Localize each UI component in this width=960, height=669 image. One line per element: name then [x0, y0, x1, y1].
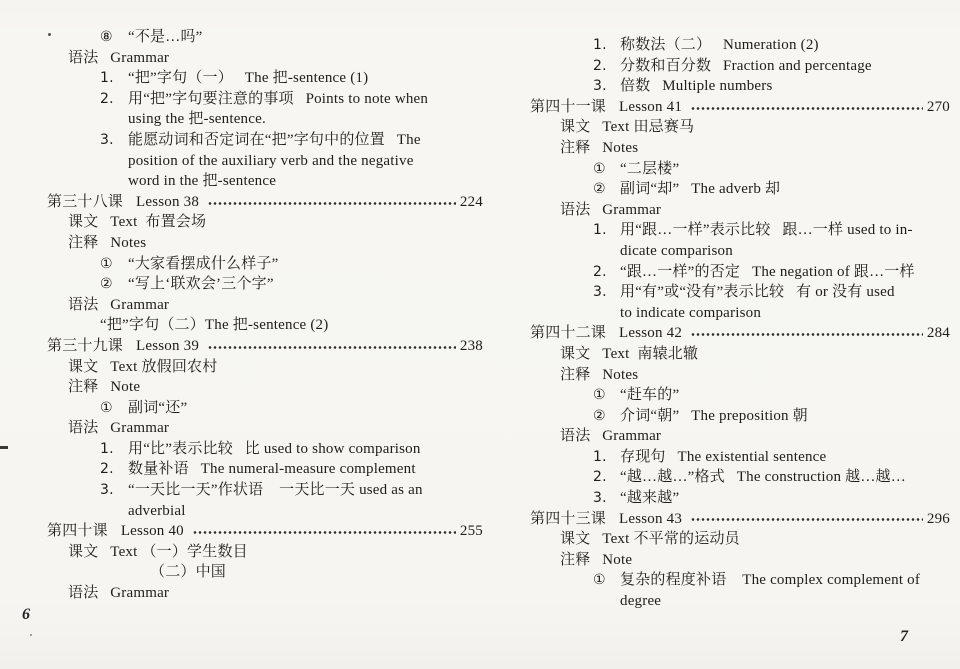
toc-numbered-item [530, 447, 950, 468]
toc-lesson-row [530, 97, 950, 118]
toc-continuation-line: word in the 把-sentence [128, 173, 277, 190]
lesson-page-number: 255 [459, 523, 483, 540]
toc-continuation-line: （二）中国 [150, 564, 227, 581]
toc-line-text: “赶车的” [620, 387, 680, 404]
toc-section-label: 语法 Grammar [68, 49, 170, 66]
toc-line-text: “大家看摆成什么样子” [128, 255, 279, 272]
item-marker: 3. [100, 482, 114, 499]
toc-lesson-row [530, 323, 950, 344]
toc-section-label: 课文 Text 布置会场 [68, 214, 207, 231]
dotted-leader [193, 530, 456, 535]
toc-line-text: “把”字句（一） The 把-sentence (1) [128, 70, 369, 87]
dotted-leader [208, 201, 456, 206]
toc-continuation-line: degree [620, 593, 662, 610]
toc-section-label: 注释 Note [560, 551, 633, 568]
toc-line-text: “越…越…”格式 The construction 越…越… [620, 469, 906, 486]
toc-section-label: 注释 Notes [68, 234, 147, 251]
toc-section-label: 课文 Text 不平常的运动员 [560, 531, 740, 548]
lesson-title-en: Lesson 40 [120, 523, 184, 540]
lesson-title-en: Lesson 43 [619, 510, 683, 527]
toc-lesson-row [47, 192, 483, 213]
dotted-leader [691, 106, 923, 111]
toc-section-label: 注释 Note [68, 379, 141, 396]
lesson-title-zh: 第三十八课 [47, 193, 124, 210]
toc-line-text: “跟…一样”的否定 The negation of 跟…一样 [620, 263, 915, 280]
dotted-leader [691, 332, 923, 337]
toc-section-label: 语法 Grammar [68, 296, 170, 313]
toc-line-text: “一天比一天”作状语 一天比一天 used as an [128, 482, 423, 499]
toc-numbered-item [530, 282, 950, 303]
scan-artifact-speck [30, 634, 32, 636]
toc-continuation-line: to indicate comparison [620, 304, 762, 321]
toc-line-text: 复杂的程度补语 The complex complement of [620, 572, 921, 589]
toc-section-label: 课文 Text （一）学生数目 [68, 543, 248, 560]
toc-note-item [530, 179, 950, 200]
toc-lesson-row [47, 336, 483, 357]
toc-numbered-item [530, 262, 950, 283]
item-marker: 3. [100, 131, 114, 148]
toc-continuation-line: adverbial [128, 502, 186, 519]
item-marker: ② [593, 407, 606, 424]
lesson-title-en: Lesson 42 [619, 325, 683, 342]
toc-note-item [47, 27, 483, 48]
page-number-right: 7 [900, 628, 908, 645]
lesson-title-zh: 第三十九课 [47, 337, 124, 354]
toc-column-right [530, 35, 950, 612]
item-marker: 1. [100, 440, 114, 457]
item-marker: ① [593, 160, 606, 177]
toc-line-text: 副词“还” [128, 399, 188, 416]
toc-section-label: 课文 Text 田忌赛马 [560, 119, 695, 136]
toc-section-label: 语法 Grammar [560, 201, 662, 218]
item-marker: 1. [593, 448, 607, 465]
toc-section-label: 课文 Text 放假回农村 [68, 358, 218, 375]
toc-continuation-line: using the 把-sentence. [128, 111, 266, 128]
toc-line-text: 用“有”或“没有”表示比较 有 or 没有 used [620, 284, 895, 301]
toc-line-text: “不是…吗” [128, 29, 203, 45]
toc-numbered-item [530, 76, 950, 97]
lesson-page-number: 270 [926, 98, 950, 115]
item-marker: 3. [593, 284, 607, 301]
scan-artifact-speck [48, 33, 51, 36]
toc-numbered-item [47, 439, 483, 460]
toc-note-item [530, 570, 950, 591]
lesson-title-en: Lesson 38 [136, 193, 200, 210]
item-marker: 2. [593, 263, 607, 280]
item-marker: 2. [593, 57, 607, 74]
toc-line-text: 能愿动词和否定词在“把”字句中的位置 The [128, 131, 421, 148]
item-marker: 2. [593, 469, 607, 486]
item-marker: ② [593, 181, 606, 198]
item-marker: ① [593, 387, 606, 404]
item-marker: 3. [593, 78, 607, 95]
item-marker: 1. [593, 37, 607, 53]
toc-section-label: 注释 Notes [560, 139, 639, 156]
toc-line-text: 称数法（二） Numeration (2) [620, 37, 819, 53]
toc-numbered-item [530, 35, 950, 56]
toc-numbered-item [530, 56, 950, 77]
toc-line-text: “越来越” [620, 490, 680, 507]
page-number-left: 6 [22, 606, 30, 623]
toc-line-text: 分数和百分数 Fraction and percentage [620, 57, 872, 74]
item-marker: 1. [593, 222, 607, 239]
dotted-leader [691, 517, 923, 522]
toc-line-text: 副词“却” The adverb 却 [620, 181, 781, 198]
toc-note-item [47, 398, 483, 419]
toc-note-item [47, 274, 483, 295]
lesson-page-number: 296 [926, 510, 950, 527]
lesson-page-number: 238 [459, 337, 483, 354]
item-marker: ① [100, 399, 113, 416]
toc-lesson-row [530, 509, 950, 530]
toc-numbered-item [530, 467, 950, 488]
scan-artifact-dash [0, 446, 8, 449]
lesson-title-en: Lesson 41 [619, 98, 683, 115]
toc-line-text: 倍数 Multiple numbers [620, 78, 773, 95]
lesson-title-zh: 第四十二课 [530, 325, 607, 342]
toc-section-label: 课文 Text 南辕北辙 [560, 345, 699, 362]
lesson-title-zh: 第四十三课 [530, 510, 607, 527]
toc-grammar-point: “把”字句（二）The 把-sentence (2) [100, 317, 329, 334]
item-marker: ⑧ [100, 29, 113, 45]
toc-continuation-line: position of the auxiliary verb and the negative [128, 152, 414, 169]
dotted-leader [208, 345, 456, 350]
toc-line-text: 用“跟…一样”表示比较 跟…一样 used to in- [620, 222, 913, 239]
toc-section-label: 语法 Grammar [560, 428, 662, 445]
toc-continuation-line: dicate comparison [620, 242, 733, 259]
item-marker: ① [593, 572, 606, 589]
toc-line-text: “二层楼” [620, 160, 680, 177]
toc-note-item [530, 385, 950, 406]
toc-section-label: 语法 Grammar [68, 420, 170, 437]
toc-numbered-item [530, 488, 950, 509]
toc-lesson-row [47, 521, 483, 542]
toc-line-text: 存现句 The existential sentence [620, 448, 827, 465]
toc-column-left [47, 27, 483, 604]
item-marker: 2. [100, 90, 114, 107]
toc-numbered-item [47, 68, 483, 89]
toc-note-item [530, 159, 950, 180]
toc-line-text: “写上‘联欢会’三个字” [128, 276, 274, 293]
lesson-title-zh: 第四十一课 [530, 98, 607, 115]
item-marker: 2. [100, 461, 114, 478]
toc-numbered-item [47, 89, 483, 110]
item-marker: 3. [593, 490, 607, 507]
lesson-title-en: Lesson 39 [136, 337, 200, 354]
toc-section-label: 语法 Grammar [68, 585, 170, 602]
lesson-title-zh: 第四十课 [47, 523, 108, 540]
toc-line-text: 用“比”表示比较 比 used to show comparison [128, 440, 421, 457]
item-marker: ① [100, 255, 113, 272]
item-marker: 1. [100, 70, 114, 87]
item-marker: ② [100, 276, 113, 293]
toc-numbered-item [47, 480, 483, 501]
toc-section-label: 注释 Notes [560, 366, 639, 383]
toc-note-item [47, 254, 483, 275]
toc-line-text: 数量补语 The numeral-measure complement [128, 461, 416, 478]
toc-numbered-item [47, 459, 483, 480]
toc-numbered-item [47, 130, 483, 151]
toc-note-item [530, 406, 950, 427]
toc-line-text: 介词“朝” The preposition 朝 [620, 407, 808, 424]
lesson-page-number: 284 [926, 325, 950, 342]
lesson-page-number: 224 [459, 193, 483, 210]
toc-line-text: 用“把”字句要注意的事项 Points to note when [128, 90, 429, 107]
toc-numbered-item [530, 220, 950, 241]
